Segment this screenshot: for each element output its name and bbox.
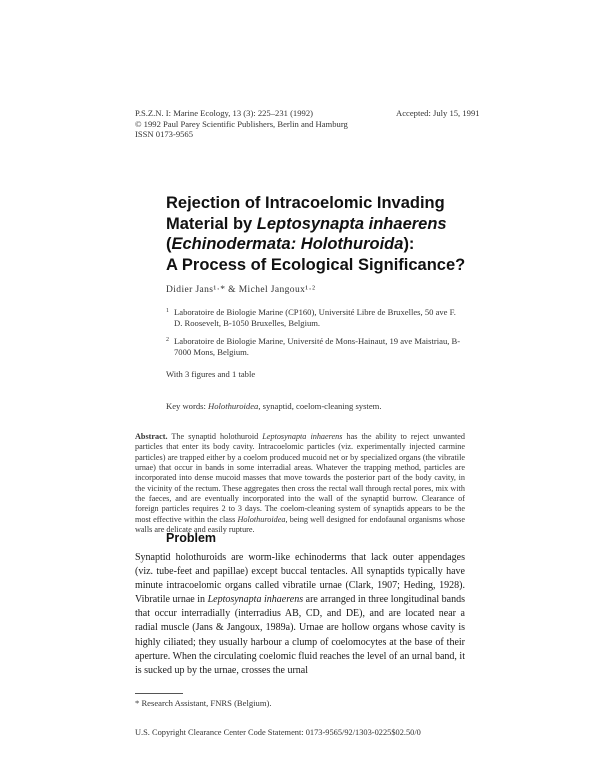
abstract-label: Abstract. xyxy=(135,432,168,441)
journal-header xyxy=(135,108,405,140)
footnote: * Research Assistant, FNRS (Belgium). xyxy=(135,698,272,708)
figures-tables-note: With 3 figures and 1 table xyxy=(166,369,256,379)
affiliation-text: Laboratoire de Biologie Marine (CP160), Université Libre de Bruxelles, 50 ave F. D. Roosevelt, B-1050 Bruxelles, Belgium. xyxy=(174,307,456,328)
title-line-1: Rejection of Intracoelomic Invading xyxy=(166,194,445,212)
affiliation-number: 1 xyxy=(166,308,169,314)
authors: Didier Jans¹·* & Michel Jangoux¹·² xyxy=(166,285,316,295)
species-name: Leptosynapta inhaerens xyxy=(207,594,304,606)
affiliation-2 xyxy=(166,336,466,357)
accepted-date: Accepted: July 15, 1991 xyxy=(396,108,480,118)
affiliation-text: Laboratoire de Biologie Marine, Université de Mons-Hainaut, 19 ave Maistriau, B-7000 Mons, Belgium. xyxy=(174,336,461,357)
body-paragraph: Synaptid holothuroids are worm-like echinoderms that lack outer appendages (viz. tube-feet and papillae) except buccal tentacles. All synaptids typically have minute intracoelomic organs called vibratile urnae (Clark, 1907; Heding, 1928). Vibratile urnae in Leptosynapta inhaerens are arranged in three longitudinal bands that occur interradially (interradius AB, CD, and DE), and are located near a radial muscle (Jans & Jangoux, 1989a). Urnae are hollow organs whose cavity is highly ciliated; they usually harbour a clump of coelomocytes at the base of their aperture. When the circulating coelomic fluid reaches the level of an urnal band, it is sucked up by the urnae, crosses the urnal xyxy=(135,552,465,676)
copyright-statement: U.S. Copyright Clearance Center Code Statement: 0173-9565/92/1303-0225$02.50/0 xyxy=(135,728,421,737)
title-line-2: Material by Leptosynapta inhaerens xyxy=(166,214,447,233)
publisher-copyright: © 1992 Paul Parey Scientific Publishers, Berlin and Hamburg xyxy=(135,118,348,129)
affiliation-1 xyxy=(166,307,466,328)
section-heading-problem: Problem xyxy=(166,531,217,545)
issn: ISSN 0173-9565 xyxy=(135,129,194,139)
journal-citation: P.S.Z.N. I: Marine Ecology, 13 (3): 225–231 (1992) xyxy=(135,108,313,118)
species-name: Leptosynapta inhaerens xyxy=(256,214,447,233)
keywords: Key words: Holothuroidea, synaptid, coelom-cleaning system. xyxy=(166,401,382,411)
abstract: Abstract. The synaptid holothuroid Leptosynapta inhaerens has the ability to reject unwanted particles that enter its body cavity. Intracoelomic particles (viz. experimentally injected carmine particles) are trapped either by a coelom produced mucoid net or by specialized organs (the vibratile urnae) that occur in bands in some interradial areas. Whatever the trapping method, particles are incorporated into dense mucoid masses that move towards the posterior part of the body cavity, in the vicinity of the rectum. These aggregates then cross the rectal wall through rectal pores, mix with the faeces, and are eventually incorporated into the wall of the synaptid burrow. Clearance of foreign particles requires 2 to 3 days. The coelom-cleaning system of synaptids appears to be the most effective within the class Holothuroidea, being well designed for endofaunal organisms whose walls are delicate and easily rupture. xyxy=(135,432,465,535)
footnote-divider xyxy=(135,693,183,694)
taxon-name: Echinodermata: Holothuroida xyxy=(171,235,404,253)
affiliation-number: 2 xyxy=(166,337,169,343)
paper-title xyxy=(166,193,496,275)
title-line-3: (Echinodermata: Holothuroida): xyxy=(166,235,415,253)
title-line-4: A Process of Ecological Significance? xyxy=(166,255,466,274)
